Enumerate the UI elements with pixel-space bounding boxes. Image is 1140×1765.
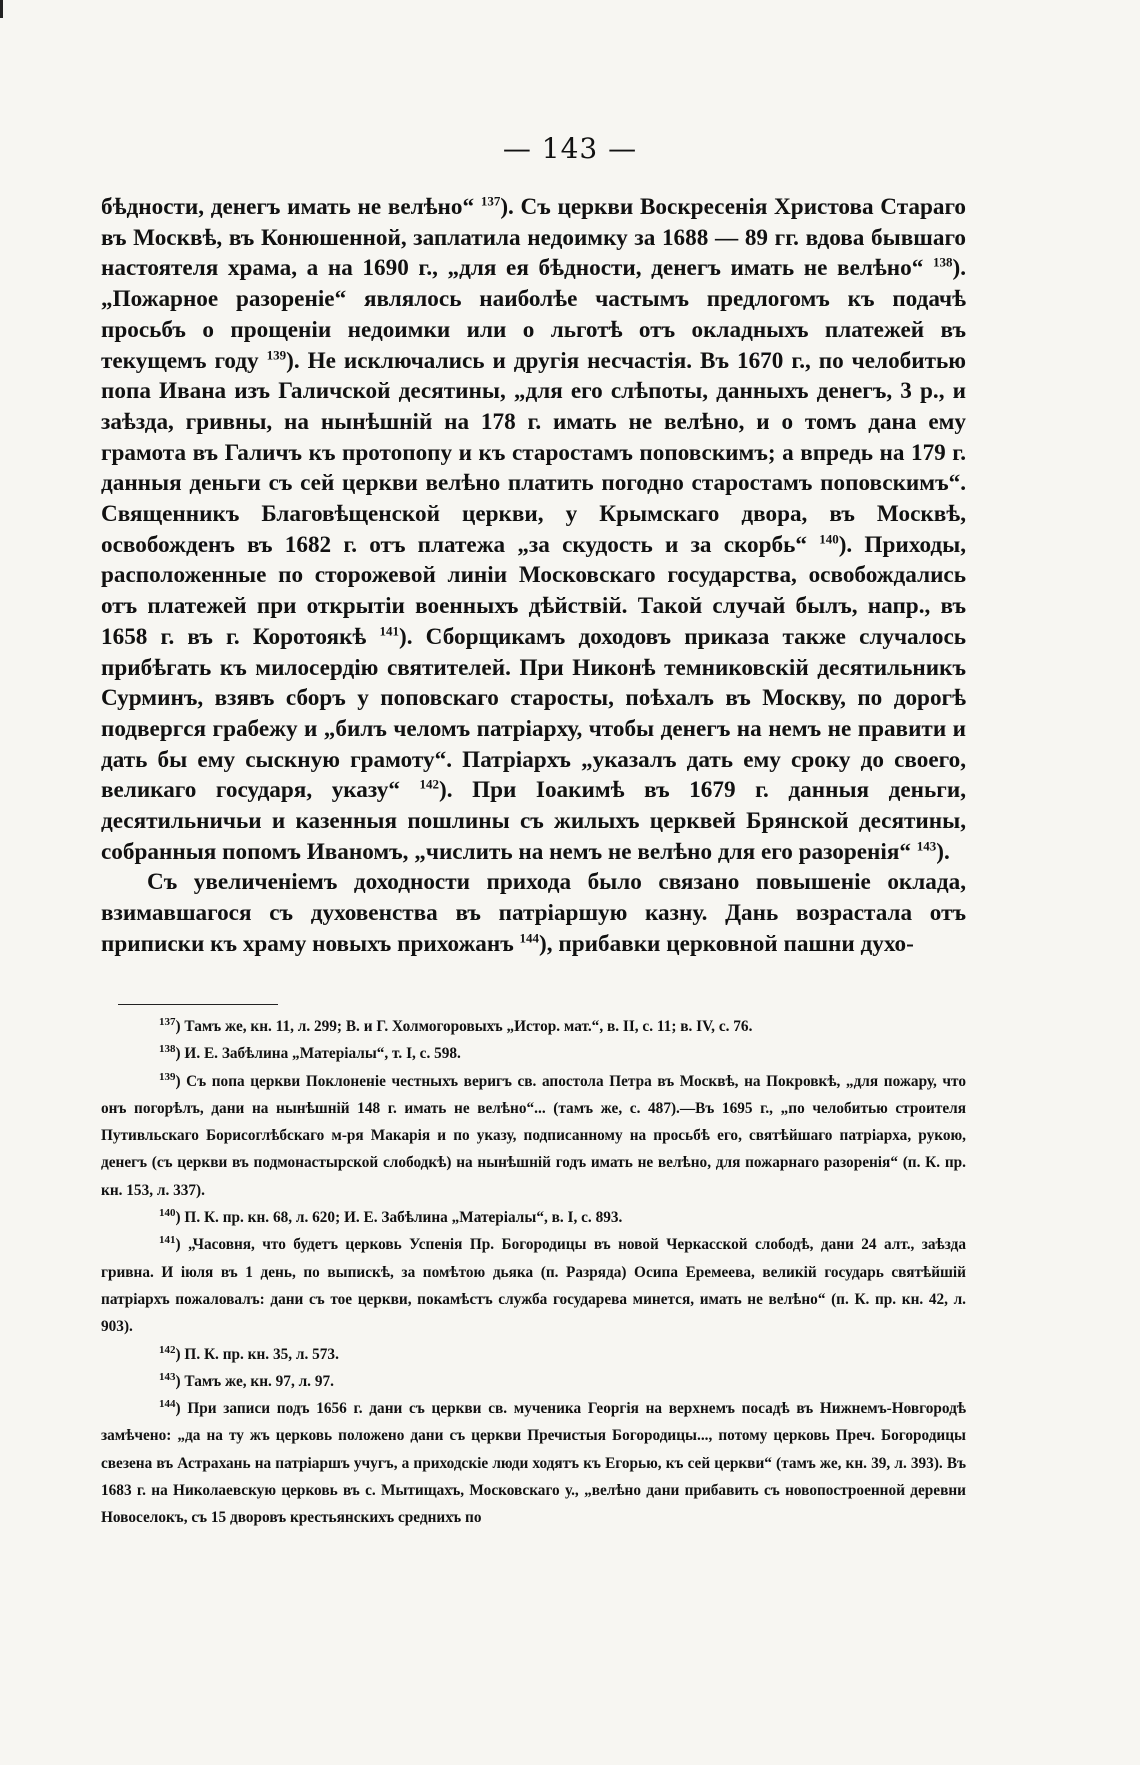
footnote-text: ) П. К. пр. кн. 35, л. 573.: [175, 1345, 339, 1363]
footnote-text: ) При записи подъ 1656 г. дани съ церкви св. мученика Георгія на верхнемъ посадѣ въ Нижнемъ-Новгородѣ замѣчено: „да на ту жъ церковь положено дани съ церкви Пречистыя Богородицы..., потому церковь Преч. Богородицы свезена въ Астрахань на патріаршъ учугъ, а приходскіе люди ходятъ къ Егорью, къ сей церкви“ (тамъ же, кн. 39, л. 393). Въ 1683 г. на Николаевскую церковь въ с. Мытищахъ, Московскаго у., „велѣно дани прибавить съ новопостроенной деревни Новоселокъ, съ 15 дворовъ крестьянскихъ среднихъ по: [101, 1400, 966, 1527]
footnote-number: 144: [159, 1398, 176, 1411]
footnote-text: ) П. К. пр. кн. 68, л. 620; И. Е. Забѣлина „Матеріалы“, в. I, с. 893.: [175, 1209, 623, 1227]
footnote-ref-141: 141: [379, 623, 399, 639]
footnote-139: [101, 1068, 966, 1204]
footnote-number: 142: [159, 1343, 176, 1356]
footnote-text: ) Тамъ же, кн. 11, л. 299; В. и Г. Холмогоровыхъ „Истор. мат.“, в. II, с. 11; в. IV, с. 76.: [175, 1018, 753, 1035]
footnote-141: [101, 1231, 966, 1340]
footnotes: [101, 1013, 966, 1532]
footnote-138: [101, 1040, 966, 1067]
footnote-number: 139: [159, 1070, 176, 1083]
main-text: [101, 192, 966, 960]
footnote-ref-138: 138: [932, 254, 953, 270]
text-run: Съ увеличеніемъ доходности прихода было связано повышеніе оклада, взимавшагося съ духовенства въ патріаршую казну. Дань возрастала отъ приписки къ храму новыхъ прихожанъ: [101, 869, 966, 957]
footnote-number: 141: [159, 1234, 176, 1247]
footnote-number: 137: [159, 1015, 176, 1028]
footnote-ref-140: 140: [819, 531, 839, 546]
paragraph-1: [101, 192, 966, 867]
footnote-number: 140: [159, 1206, 176, 1219]
footnote-text: ) Тамъ же, кн. 97, л. 97.: [175, 1372, 334, 1390]
text-run: ). Съ церкви Воскресенія Христова Стараго въ Москвѣ, въ Конюшенной, заплатила недоимку за 1688 — 89 гг. вдова бывшаго настоятеля храма, а на 1690 г., „для ея бѣдности, денегъ имать не велѣно“: [101, 194, 966, 282]
text-run: бѣдности, денегъ имать не велѣно“: [101, 194, 481, 220]
text-run: ). „Пожарное разореніе“ являлось наиболѣе частымъ предлогомъ къ подачѣ просьбъ о прощеніи недоимки или о льготѣ отъ окладныхъ платежей въ текущемъ году: [101, 255, 966, 374]
footnote-ref-137: 137: [480, 193, 501, 209]
text-run: ).: [936, 838, 950, 865]
footnote-140: [101, 1204, 966, 1231]
footnote-ref-144: 144: [519, 930, 540, 946]
text-run: ). Не исключались и другія несчастія. Въ 1670 г., по челобитью попа Ивана изъ Галичской десятины, „для его слѣпоты, данныхъ денегъ, 3 р., и заѣзда, гривны, на нынѣшній на 178 г. имать не велѣно, и о томъ дана ему грамота въ Галичъ къ протопопу и къ старостамъ поповскимъ; а впредь на 179 г. данныя деньги съ сей церкви велѣно платить погодно старостамъ поповскимъ“. Священникъ Благовѣщенской церкви, у Крымскаго двора, въ Москвѣ, освобожденъ въ 1682 г. отъ платежа „за скудость и за скорбь“: [101, 347, 966, 558]
text-run: ). Сборщикамъ доходовъ приказа также случалось прибѣгать къ милосердію святителей. При Никонѣ темниковскій десятильникъ Сурминъ, взявъ сборъ у поповскаго старосты, поѣхалъ въ Москву, по дорогѣ подвергся грабежу и „билъ челомъ патріарху, чтобы денегъ на немъ не правити и дать бы ему сыскную грамоту“. Патріархъ „указалъ дать ему сроку до своего, великаго государя, указу“: [101, 623, 966, 804]
text-run: ). Приходы, расположенные по сторожевой линіи Московскаго государства, освобождались отъ платежей при открытіи военныхъ дѣйствій. Такой случай былъ, напр., въ 1658 г. въ г. Коротоякѣ: [101, 531, 966, 650]
footnote-text: ) И. Е. Забѣлина „Матеріалы“, т. I, с. 598.: [175, 1045, 461, 1063]
footnote-number: 138: [159, 1043, 176, 1056]
footnote-143: [101, 1368, 966, 1395]
footnote-text: ) „Часовня, что будетъ церковь Успенія Пр. Богородицы въ новой Черкасской слободѣ, дани 24 алт., заѣзда гривна. И іюля въ 1 день, по выпискѣ, за помѣтою дьяка (п. Разряда) Осипа Еремеева, великій государь святѣйшій патріархъ пожаловалъ: дани съ тое церкви, покамѣстъ служба государева минется, имать не велѣно“ (п. К. пр. кн. 42, л. 903).: [101, 1236, 966, 1336]
footnote-142: [101, 1341, 966, 1368]
footnote-144: [101, 1395, 966, 1531]
footnote-ref-142: 142: [419, 776, 439, 792]
footnote-ref-139: 139: [266, 346, 287, 362]
footnote-separator: [118, 1004, 278, 1005]
text-run: ), прибавки церковной пашни духо-: [539, 930, 914, 957]
footnote-137: [101, 1013, 966, 1040]
scan-edge-mark: [0, 0, 3, 18]
footnote-ref-143: 143: [916, 838, 937, 854]
paragraph-2: [101, 867, 966, 959]
page-number: — 143 —: [502, 132, 638, 165]
footnote-text: ) Съ попа церкви Поклоненіе честныхъ веригъ св. апостола Петра въ Москвѣ, на Покровкѣ, „для пожару, что онъ погорѣлъ, дани на нынѣшній 148 г. имать не велѣно“... (тамъ же, с. 487).—Въ 1695 г., „по челобитью строителя Путивльскаго Борисоглѣбскаго м-ря Макарія и по указу, подписанному на просьбѣ его, святѣйшаго патріарха, рукою, денегъ (съ церкви въ подмонастырской слободкѣ) на нынѣшній годъ имать не велѣно, для пожарнаго разоренія“ (п. К. пр. кн. 153, л. 337).: [101, 1072, 966, 1199]
footnote-number: 143: [159, 1370, 176, 1383]
text-run: ). При Іоакимѣ въ 1679 г. данныя деньги, десятильничьи и казенныя пошлины съ жилыхъ церквей Брянской десятины, собранныя попомъ Иваномъ, „числить на немъ не велѣно для его разоренія“: [101, 777, 966, 865]
